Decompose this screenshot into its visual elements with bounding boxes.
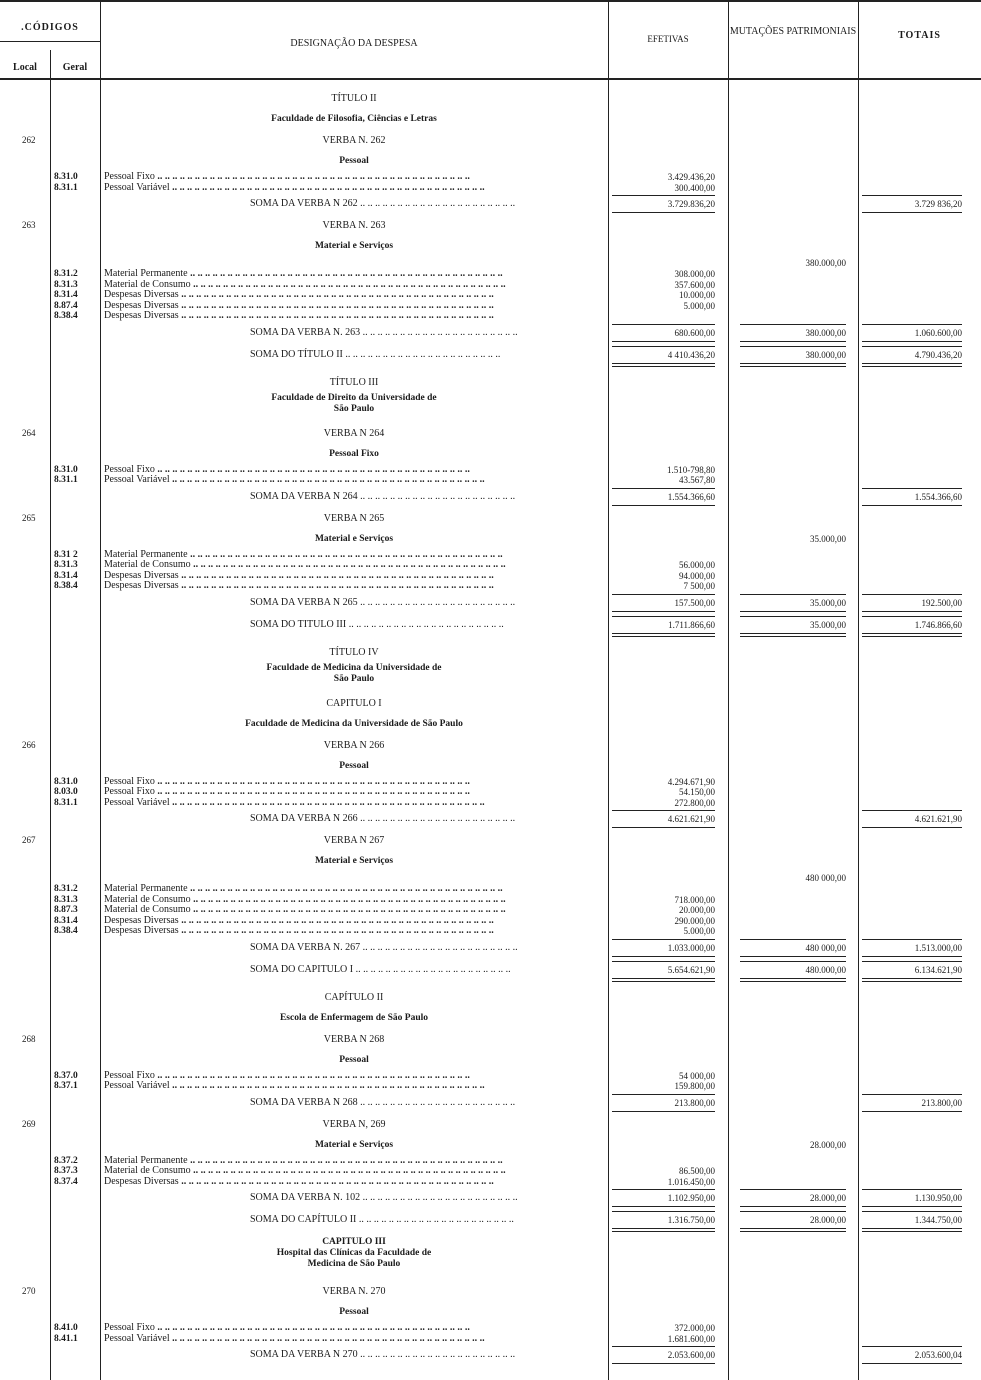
description: Pessoal <box>339 156 369 166</box>
section-heading <box>0 1302 981 1323</box>
section-heading <box>0 693 981 714</box>
totais-value: 192.500,00 <box>862 594 962 612</box>
section-heading <box>0 109 981 130</box>
description: TÍTULO III <box>329 376 379 388</box>
efetivas-value: 300.400,00 <box>674 182 715 193</box>
description: SOMA DO CAPÍTULO II .. .. <box>250 1209 602 1231</box>
description: SOMA DO TÍTULO II .. .. <box>250 344 602 366</box>
section-heading <box>0 1008 981 1029</box>
description: Pessoal Fixo .. .. <box>104 1323 602 1334</box>
general-code: 8.31.1 <box>54 797 78 808</box>
general-code: 8.31.2 <box>54 884 78 894</box>
section-heading <box>0 372 981 393</box>
table-row <box>0 1177 981 1188</box>
local-code: 265 <box>22 512 36 523</box>
description: Pessoal Variável .. .. <box>104 1334 602 1345</box>
description: SOMA DO TITULO III .. .. <box>250 614 602 636</box>
table-row <box>0 311 981 322</box>
section-heading <box>0 756 981 777</box>
efetivas-value: 290.000,00 <box>674 915 715 926</box>
efetivas-value: 1.554.366,60 <box>612 488 715 506</box>
mutacoes-value: 380.000,00 <box>740 324 846 342</box>
description: Material de Consumo .. .. <box>104 280 602 291</box>
table-row <box>0 571 981 582</box>
efetivas-value: 272.800,00 <box>674 797 715 808</box>
description: Escola de Enfermagem de São Paulo <box>279 1012 429 1023</box>
table-row <box>0 1071 981 1082</box>
sum-row <box>0 937 981 959</box>
general-code: 8.37.2 <box>54 1155 78 1166</box>
description: SOMA DA VERBA N. 263 .. .. <box>250 322 602 344</box>
efetivas-value: 54 000,00 <box>679 1070 715 1081</box>
section-heading <box>0 851 981 872</box>
mutacoes-value: 35.000,00 <box>740 616 846 637</box>
description: Pessoal Variável .. .. <box>104 1081 602 1092</box>
efetivas-value: 94.000,00 <box>679 570 715 581</box>
table-row <box>0 1166 981 1177</box>
totais-value: 2.053.600,04 <box>862 1346 962 1364</box>
description: VERBA N 264 <box>323 427 385 439</box>
mutacoes-value: 480 000,00 <box>740 939 846 957</box>
totais-value: 4.790.436,20 <box>862 346 962 367</box>
efetivas-value: 680.600,00 <box>612 324 715 342</box>
section-heading <box>0 444 981 465</box>
sum-row <box>0 193 981 215</box>
general-code: 8.41.1 <box>54 1333 78 1344</box>
description: VERBA N 267 <box>323 835 385 846</box>
sum-row <box>0 1092 981 1114</box>
section-heading <box>0 393 981 423</box>
local-code: 266 <box>22 739 36 750</box>
mutacoes-value: 480 000,00 <box>805 873 846 883</box>
description: Despesas Diversas .. .. <box>104 290 602 301</box>
efetivas-value: 1.316.750,00 <box>612 1211 715 1232</box>
general-code: 8.31.4 <box>54 290 78 300</box>
description: SOMA DA VERBA N 262 .. .. <box>250 193 602 215</box>
general-code: 8.37.4 <box>54 1176 78 1187</box>
description: Faculdade de Medicina da Universidade de São Paulo <box>266 662 442 684</box>
general-code: 8.37.1 <box>54 1081 78 1091</box>
description: VERBA N. 270 <box>322 1286 386 1297</box>
general-code: 8.38.4 <box>54 311 78 321</box>
table-row <box>0 172 981 183</box>
general-code: 8.31.1 <box>54 182 78 193</box>
description: Pessoal Variável .. .. <box>104 183 602 194</box>
general-code: 8.38.4 <box>54 926 78 936</box>
description: Pessoal Variável .. .. <box>104 798 602 809</box>
general-code: 8.37.0 <box>54 1070 78 1081</box>
table-row <box>0 560 981 571</box>
efetivas-value: 1.102.950,00 <box>612 1189 715 1207</box>
table-row <box>0 884 981 895</box>
efetivas-value: 213.800,00 <box>612 1094 715 1112</box>
local-code: 263 <box>22 220 36 230</box>
description: Despesas Diversas .. .. <box>104 571 602 582</box>
efetivas-value: 1.510-798,80 <box>667 464 715 475</box>
sum-row <box>0 322 981 344</box>
efetivas-value: 2.053.600,00 <box>612 1346 715 1364</box>
table-row <box>0 916 981 927</box>
description: Pessoal Fixo .. .. <box>104 172 602 183</box>
totais-value: 1.130.950,00 <box>862 1189 962 1207</box>
description: VERBA N. 263 <box>322 220 386 231</box>
efetivas-value: 357.600,00 <box>674 279 715 290</box>
table-row <box>0 1334 981 1345</box>
table-row <box>0 301 981 312</box>
totais-value: 1.554.366,60 <box>862 488 962 506</box>
mutacoes-value: 28.000,00 <box>810 1139 846 1150</box>
table-row <box>0 581 981 592</box>
description: CAPITULO I <box>326 697 382 709</box>
table-row <box>0 1081 981 1092</box>
table-row <box>0 1156 981 1167</box>
general-code: 8.31.0 <box>54 172 78 182</box>
description: VERBA N, 269 <box>322 1118 386 1130</box>
sum-row <box>0 592 981 614</box>
efetivas-value: 4.294.671,90 <box>667 776 715 787</box>
efetivas-value: 1.016.450,00 <box>667 1176 715 1187</box>
description: Material e Serviços <box>314 533 394 544</box>
section-heading <box>0 423 981 444</box>
section-heading <box>0 872 981 884</box>
totais-value: 3.729 836,20 <box>862 195 962 213</box>
local-code: 268 <box>22 1033 36 1044</box>
section-heading <box>0 642 981 663</box>
section-heading <box>0 1281 981 1302</box>
general-code: 8.37.3 <box>54 1166 78 1176</box>
general-code: 8.31.4 <box>54 915 78 926</box>
description: Material Permanente .. .. <box>104 1156 602 1167</box>
section-heading <box>0 830 981 851</box>
sum-row <box>0 1344 981 1366</box>
table-row <box>0 777 981 788</box>
table-row <box>0 183 981 194</box>
table-row <box>0 280 981 291</box>
section-heading <box>0 88 981 109</box>
header-totais: TOTAIS <box>898 30 941 41</box>
local-code: 262 <box>22 135 36 145</box>
general-code: 8.03.0 <box>54 787 78 797</box>
general-code: 8.87.3 <box>54 905 78 915</box>
description: Material Permanente .. .. <box>104 884 602 895</box>
totais-value: 1.513.000,00 <box>862 939 962 957</box>
table-row <box>0 787 981 798</box>
table-row <box>0 475 981 486</box>
description: Pessoal <box>339 760 369 771</box>
description: Pessoal Fixo <box>329 448 379 459</box>
efetivas-value: 157.500,00 <box>612 594 715 612</box>
efetivas-value: 4 410.436,20 <box>612 346 715 367</box>
description: SOMA DA VERBA N. 267 .. .. <box>250 937 602 959</box>
description: Pessoal Fixo .. .. <box>104 465 602 476</box>
section-heading <box>0 130 981 151</box>
totais-value: 1.746.866,60 <box>862 616 962 637</box>
efetivas-value: 5.000,00 <box>683 300 715 311</box>
description: Material de Consumo .. .. <box>104 1166 602 1177</box>
description: SOMA DA VERBA N. 102 .. .. <box>250 1187 602 1209</box>
totais-value: 1.344.750,00 <box>862 1211 962 1232</box>
mutacoes-value: 35.000,00 <box>810 533 846 544</box>
header-mutacoes: MUTAÇÕES PATRIMONIAIS <box>729 26 857 37</box>
table-row <box>0 550 981 561</box>
description: Material Permanente .. .. <box>104 550 602 561</box>
general-code: 8.41.0 <box>54 1323 78 1333</box>
sum-row <box>0 1209 981 1231</box>
mutacoes-value: 480.000,00 <box>740 961 846 982</box>
description: Material Permanente .. .. <box>104 269 602 280</box>
general-code: 8.31 2 <box>54 549 78 560</box>
description: SOMA DA VERBA N 265 .. .. <box>250 592 602 614</box>
general-code: 8.31.4 <box>54 570 78 581</box>
section-heading <box>0 236 981 257</box>
general-code: 8.87.4 <box>54 300 78 311</box>
table-header <box>0 0 981 80</box>
description: SOMA DA VERBA N 270 .. .. <box>250 1344 602 1366</box>
section-heading <box>0 663 981 693</box>
description: Despesas Diversas .. .. <box>104 1177 602 1188</box>
description: Despesas Diversas .. .. <box>104 301 602 312</box>
description: Despesas Diversas .. .. <box>104 311 602 322</box>
description: VERBA N 265 <box>323 512 385 524</box>
general-code: 8.31.1 <box>54 475 78 485</box>
general-code: 8.31.2 <box>54 269 78 279</box>
efetivas-value: 1.711.866,60 <box>612 616 715 637</box>
description: Material e Serviços <box>314 241 394 251</box>
description: CAPÍTULO III Hospital das Clínicas da Faculdade de Medicina de São Paulo <box>276 1237 432 1269</box>
description: Material e Serviços <box>314 856 394 866</box>
table-row <box>0 798 981 809</box>
description: SOMA DA VERBA N 264 .. .. <box>250 486 602 508</box>
section-heading <box>0 1029 981 1050</box>
mutacoes-value: 35.000,00 <box>740 594 846 612</box>
efetivas-value: 56.000,00 <box>679 560 715 570</box>
description: TÍTULO IV <box>329 646 379 658</box>
mutacoes-value: 380.000,00 <box>740 346 846 367</box>
sum-row <box>0 1187 981 1209</box>
description: Despesas Diversas .. .. <box>104 581 602 592</box>
description: SOMA DA VERBA N 268 .. .. <box>250 1092 602 1114</box>
table-row <box>0 905 981 916</box>
efetivas-value: 1.681.600,00 <box>667 1333 715 1344</box>
mutacoes-value: 380.000,00 <box>805 258 846 268</box>
description: Material de Consumo .. .. <box>104 560 602 571</box>
description: VERBA N 266 <box>323 739 385 751</box>
sum-row <box>0 344 981 366</box>
general-code: 8.31.3 <box>54 279 78 290</box>
header-local: Local <box>13 62 37 73</box>
table-row <box>0 1323 981 1334</box>
general-code: 8.31.3 <box>54 894 78 905</box>
local-code: 267 <box>22 835 36 845</box>
header-efetivas: EFETIVAS <box>647 34 689 44</box>
sum-row <box>0 959 981 981</box>
description: Faculdade de Direito da Universidade de São Paulo <box>271 392 437 414</box>
local-code: 264 <box>22 427 36 438</box>
efetivas-value: 43.567,80 <box>679 475 715 485</box>
description: Despesas Diversas .. .. <box>104 926 602 937</box>
local-code: 269 <box>22 1118 36 1129</box>
table-row <box>0 269 981 280</box>
efetivas-value: 86.500,00 <box>679 1166 715 1176</box>
sum-row <box>0 614 981 636</box>
general-code: 8.31.0 <box>54 776 78 787</box>
header-geral: Geral <box>62 62 88 73</box>
section-heading <box>0 215 981 236</box>
totais-value: 213.800,00 <box>862 1094 962 1112</box>
description: VERBA N. 262 <box>322 135 386 146</box>
sum-row <box>0 808 981 830</box>
description: Pessoal <box>339 1054 369 1065</box>
efetivas-value: 54.150,00 <box>679 787 715 797</box>
table-row <box>0 290 981 301</box>
efetivas-value: 7 500,00 <box>683 581 715 591</box>
efetivas-value: 159.800,00 <box>674 1081 715 1091</box>
description: Pessoal Fixo .. .. <box>104 787 602 798</box>
section-heading <box>0 1114 981 1135</box>
totais-value: 4.621.621,90 <box>862 810 962 828</box>
header-codigos: .CÓDIGOS <box>0 22 100 42</box>
mutacoes-value: 28.000,00 <box>740 1211 846 1232</box>
table-row <box>0 465 981 476</box>
section-heading <box>0 529 981 550</box>
description: Pessoal Variável .. .. <box>104 475 602 486</box>
description: SOMA DA VERBA N 266 .. .. <box>250 808 602 830</box>
table-row <box>0 926 981 937</box>
description: CAPÍTULO II <box>324 991 384 1003</box>
section-heading <box>0 1050 981 1071</box>
description: Despesas Diversas .. .. <box>104 916 602 927</box>
general-code: 8.38.4 <box>54 581 78 591</box>
expense-table-body <box>0 88 981 1366</box>
efetivas-value: 20.000,00 <box>679 905 715 915</box>
efetivas-value: 4.621.621,90 <box>612 810 715 828</box>
efetivas-value: 10.000,00 <box>679 290 715 300</box>
totais-value: 6.134.621,90 <box>862 961 962 982</box>
description: Pessoal <box>339 1307 369 1317</box>
description: Material e Serviços <box>314 1139 394 1150</box>
mutacoes-value: 28.000,00 <box>740 1189 846 1207</box>
header-designacao: DESIGNAÇÃO DA DESPESA <box>290 38 418 49</box>
description: TÍTULO II <box>331 93 377 104</box>
section-heading <box>0 1237 981 1281</box>
description: SOMA DO CAPITULO I .. .. <box>250 959 602 981</box>
section-heading <box>0 735 981 756</box>
table-row <box>0 895 981 906</box>
description: Pessoal Fixo .. .. <box>104 777 602 788</box>
sum-row <box>0 486 981 508</box>
description: Faculdade de Medicina da Universidade de São Paulo <box>245 718 463 729</box>
local-code: 270 <box>22 1286 36 1296</box>
section-heading <box>0 1135 981 1156</box>
description: Faculdade de Filosofia, Ciências e Letras <box>271 114 437 124</box>
general-code: 8.31.3 <box>54 560 78 570</box>
section-heading <box>0 257 981 269</box>
section-heading <box>0 508 981 529</box>
efetivas-value: 3.729.836,20 <box>612 195 715 213</box>
description: Material de Consumo .. .. <box>104 905 602 916</box>
description: VERBA N 268 <box>323 1033 385 1045</box>
section-heading <box>0 714 981 735</box>
efetivas-value: 1.033.000,00 <box>612 939 715 957</box>
general-code: 8.31.0 <box>54 464 78 475</box>
totais-value: 1.060.600,00 <box>862 324 962 342</box>
description: Material de Consumo .. .. <box>104 895 602 906</box>
section-heading <box>0 151 981 172</box>
efetivas-value: 718.000,00 <box>674 894 715 905</box>
efetivas-value: 5.654.621,90 <box>612 961 715 982</box>
efetivas-value: 372.000,00 <box>674 1323 715 1333</box>
efetivas-value: 5.000,00 <box>683 926 715 936</box>
efetivas-value: 308.000,00 <box>674 269 715 279</box>
efetivas-value: 3.429.436,20 <box>667 172 715 182</box>
description: Pessoal Fixo .. .. <box>104 1071 602 1082</box>
section-heading <box>0 987 981 1008</box>
